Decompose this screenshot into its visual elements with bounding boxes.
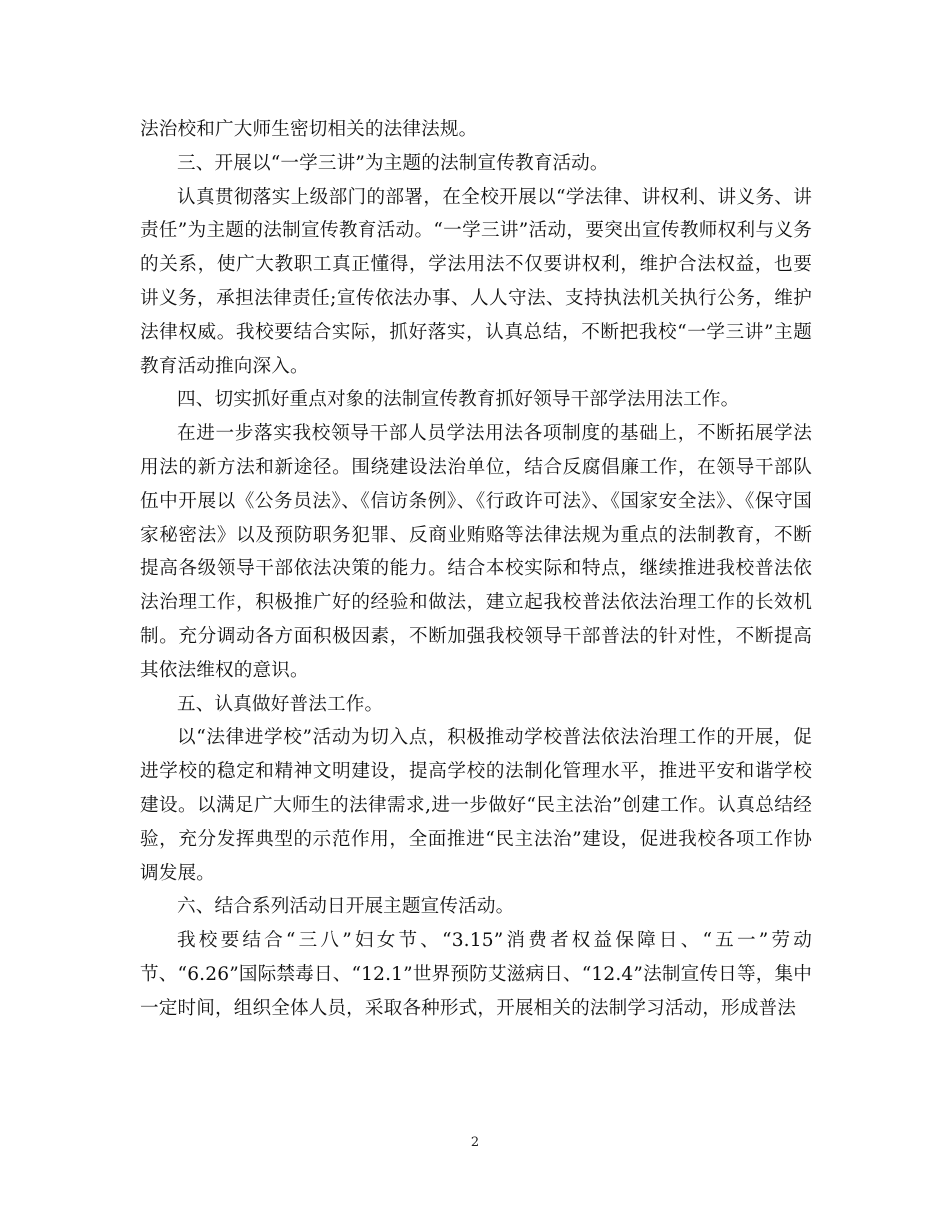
document-body (140, 113, 812, 1026)
section-heading-4: 四、切实抓好重点对象的法制宣传教育抓好领导干部学法用法工作。 (177, 389, 740, 411)
paragraph: 以“法律进学校”活动为切入点，积极推动学校普法依法治理工作的开展，促进学校的稳定和精神文明建设，提高学校的法制化管理水平，推进平安和谐学校建设。以满足广大师生的法律需求,进一步做好“民主法治”创建工作。认真总结经验，充分发挥典型的示范作用，全面推进“民主法治”建设，促进我校各项工作协调发展。 (140, 727, 812, 884)
page-number: 2 (470, 1135, 480, 1150)
section-heading-3: 三、开展以“一学三讲”为主题的法制宣传教育活动。 (177, 152, 609, 174)
paragraph: 法治校和广大师生密切相关的法律法规。 (140, 119, 478, 140)
section-heading-5: 五、认真做好普法工作。 (177, 693, 384, 715)
section-heading-6: 六、结合系列活动日开展主题宣传活动。 (177, 896, 515, 918)
paragraph: 在进一步落实我校领导干部人员学法用法各项制度的基础上，不断拓展学法用法的新方法和新途径。围绕建设法治单位，结合反腐倡廉工作，在领导干部队伍中开展以《公务员法》、《信访条例》、《行政许可法》、《国家安全法》、《保守国家秘密法》以及预防职务犯罪、反商业贿赂等法律法规为重点的法制教育，不断提高各级领导干部依法决策的能力。结合本校实际和特点，继续推进我校普法依法治理工作，积极推广好的经验和做法，建立起我校普法依法治理工作的长效机制。充分调动各方面积极因素，不断加强我校领导干部普法的针对性，不断提高其依法维权的意识。 (140, 423, 812, 681)
paragraph: 我校要结合“三八”妇女节、“3.15”消费者权益保障日、“五一”劳动节、“6.26”国际禁毒日、“12.1”世界预防艾滋病日、“12.4”法制宣传日等，集中一定时间，组织全体人员，采取各种形式，开展相关的法制学习活动，形成普法 (140, 930, 812, 1019)
paragraph: 认真贯彻落实上级部门的部署，在全校开展以“学法律、讲权利、讲义务、讲责任”为主题的法制宣传教育活动。“一学三讲”活动，要突出宣传教师权利与义务的关系，使广大教职工真正懂得，学法用法不仅要讲权利，维护合法权益，也要讲义务，承担法律责任;宣传依法办事、人人守法、支持执法机关执行公务，维护法律权威。我校要结合实际，抓好落实，认真总结，不断把我校“一学三讲”主题教育活动推向深入。 (140, 186, 812, 377)
